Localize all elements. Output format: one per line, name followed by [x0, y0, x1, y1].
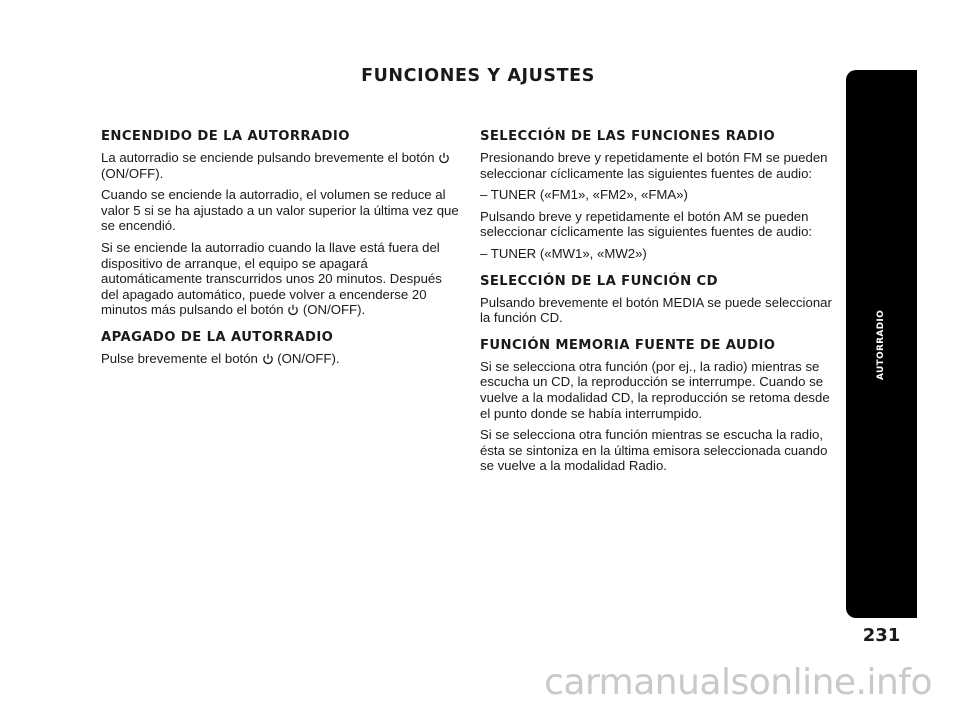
- left-column: [101, 129, 461, 373]
- paragraph: – TUNER («MW1», «MW2»): [480, 245, 647, 261]
- paragraph-text: (ON/OFF).: [277, 350, 340, 366]
- section-heading-memoria-fuente: FUNCIÓN MEMORIA FUENTE DE AUDIO: [480, 337, 776, 353]
- paragraph: [101, 240, 461, 318]
- paragraph: [101, 150, 461, 181]
- paragraph: Si se selecciona otra función mientras se escucha la radio, ésta se sintoniza en la última emisora seleccionada cuando se vuelve a la modalidad Radio.: [480, 427, 828, 474]
- section-heading-funcion-cd: SELECCIÓN DE LA FUNCIÓN CD: [480, 273, 718, 289]
- paragraph-text: (ON/OFF).: [302, 302, 366, 318]
- paragraph: – TUNER («FM1», «FM2», «FMA»): [480, 187, 688, 203]
- page-number: 231: [862, 625, 901, 646]
- section-heading-funciones-radio: SELECCIÓN DE LAS FUNCIONES RADIO: [480, 129, 776, 144]
- right-column: [480, 129, 836, 480]
- paragraph-text: La autorradio se enciende pulsando brevemente el botón: [101, 150, 435, 165]
- paragraph-text: Pulse brevemente el botón: [101, 350, 258, 366]
- paragraph: [101, 351, 461, 367]
- section-heading-encendido: ENCENDIDO DE LA AUTORRADIO: [101, 129, 350, 144]
- power-icon: [287, 304, 299, 316]
- watermark: carmanualsonline.info: [544, 662, 932, 703]
- section-heading-apagado: APAGADO DE LA AUTORRADIO: [101, 329, 334, 345]
- paragraph: Cuando se enciende la autorradio, el volumen se reduce al valor 5 si se ha ajustado a un valor superior la última vez que se encendió.: [101, 187, 459, 234]
- paragraph: Pulsando breve y repetidamente el botón AM se pueden seleccionar cíclicamente las siguientes fuentes de audio:: [480, 208, 813, 240]
- power-icon: [438, 152, 450, 164]
- side-tab-label: AUTORRADIO: [876, 309, 886, 381]
- paragraph: Si se selecciona otra función (por ej., la radio) mientras se escucha un CD, la reproducción se interrumpe. Cuando se vuelve a la modalidad CD, la reproducción se retoma desde el punto donde se había interrumpido.: [480, 358, 830, 421]
- paragraph: Presionando breve y repetidamente el botón FM se pueden seleccionar cíclicamente las siguientes fuentes de audio:: [480, 150, 828, 181]
- power-icon: [262, 353, 274, 365]
- paragraph-text: Si se enciende la autorradio cuando la llave está fuera del dispositivo de arranque, el equipo se apagará automáticamente transcurridos unos 20 minutos. Después del apagado automático, puede volver a encenderse 20 minutos más pulsando el botón: [101, 239, 442, 318]
- paragraph: Pulsando brevemente el botón MEDIA se puede seleccionar la función CD.: [480, 294, 832, 326]
- page-title: FUNCIONES Y AJUSTES: [361, 66, 595, 86]
- paragraph-text: (ON/OFF).: [101, 165, 164, 181]
